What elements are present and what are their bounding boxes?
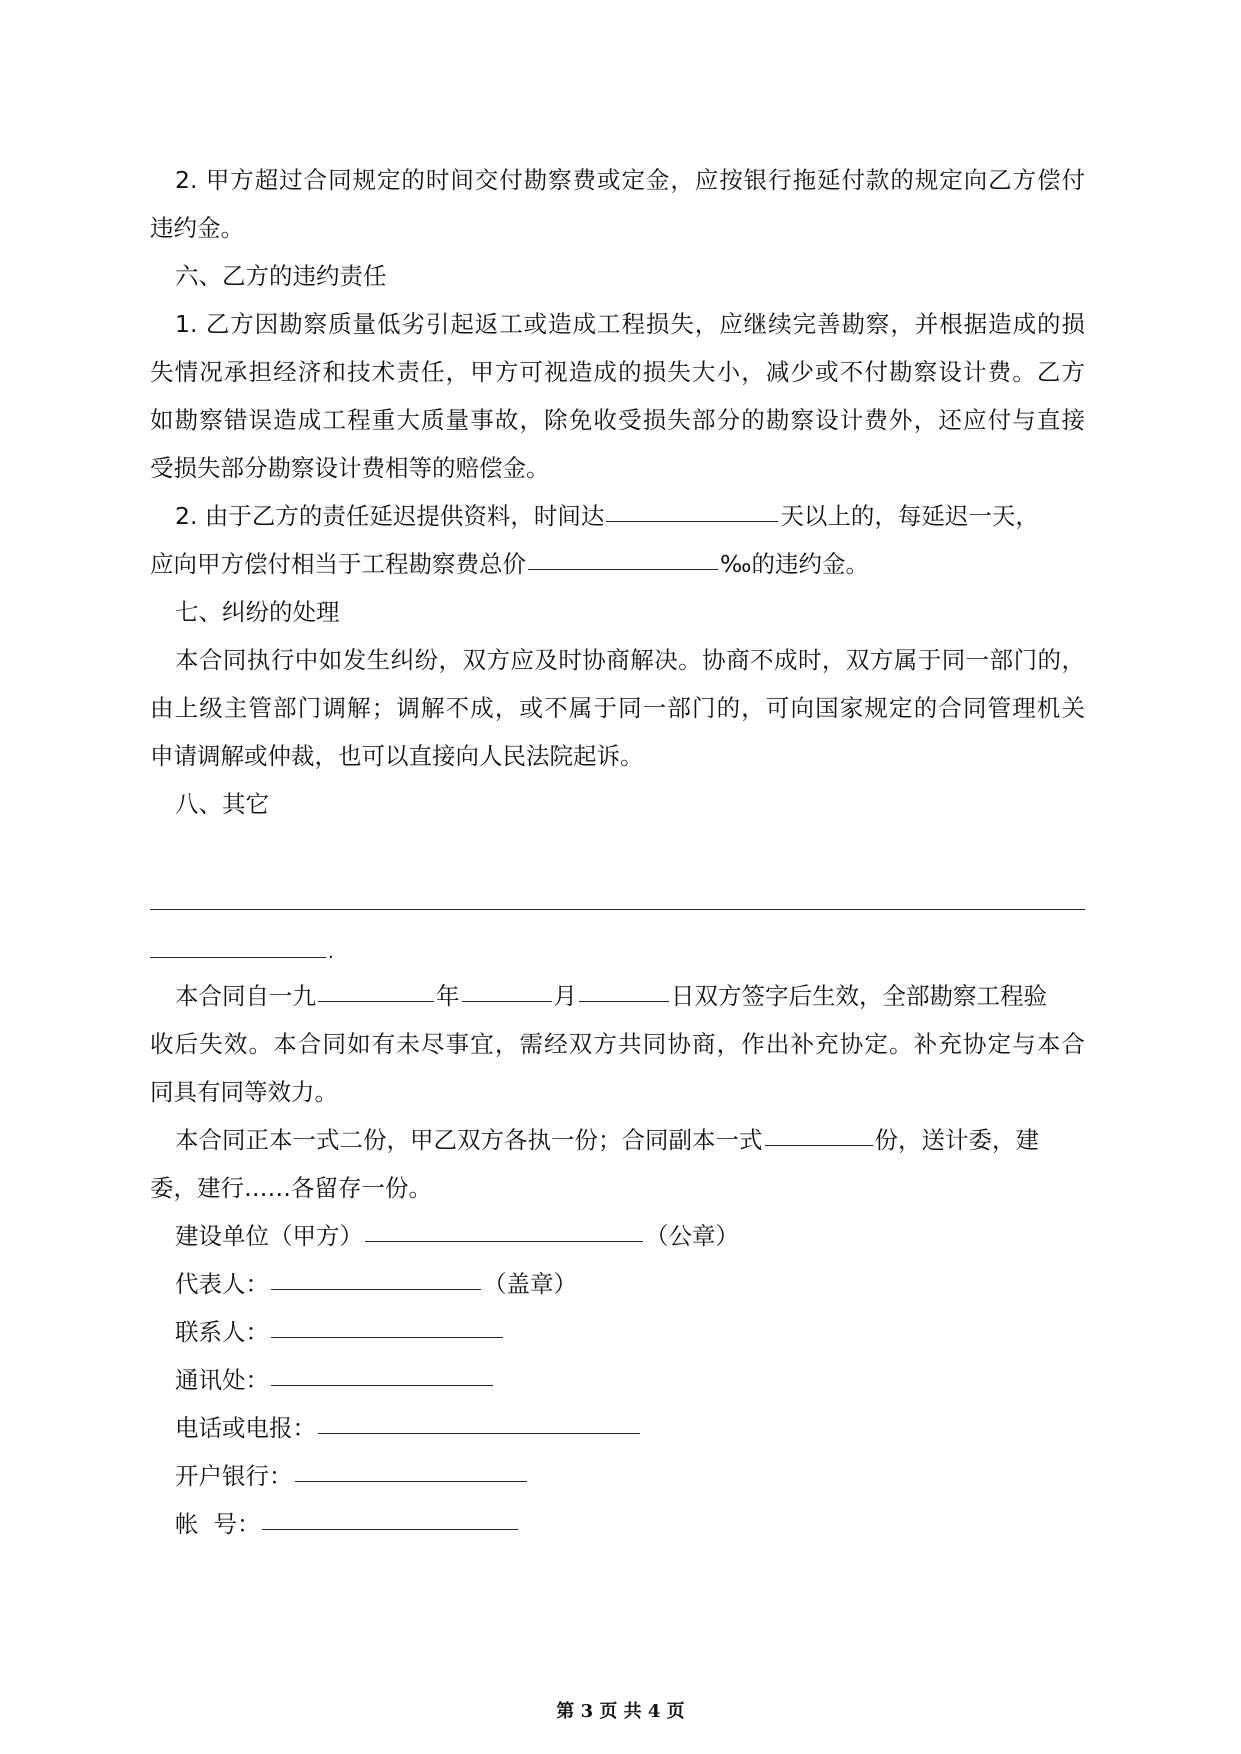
paragraph-line-effective <box>150 972 1085 1020</box>
effective-text-a: 本合同自一九 <box>175 982 316 1010</box>
field-construction-unit <box>150 1212 1085 1260</box>
spacer <box>150 828 1085 876</box>
paragraph-line: 收后失效。本合同如有未尽事宜，需经双方共同协商，作出补充协定。补充协定与本合 <box>150 1030 1085 1058</box>
paragraph-line: 同具有同等效力。 <box>150 1078 338 1106</box>
account-blank[interactable] <box>262 1498 518 1530</box>
paragraph-line: 1. 乙方因勘察质量低劣引起返工或造成工程损失，应继续完善勘察，并根据造成的损 <box>175 310 1085 338</box>
field-address <box>150 1356 1085 1404</box>
construction-unit-blank[interactable] <box>365 1210 643 1242</box>
copies-count-blank[interactable] <box>765 1114 873 1146</box>
section-heading-8: 八、其它 <box>175 790 269 818</box>
bank-blank[interactable] <box>295 1450 527 1482</box>
penalty-text-b: ‰的违约金。 <box>720 550 870 578</box>
contract-body <box>150 156 1085 1548</box>
effective-text-d: 日双方签字后生效，全部勘察工程验 <box>671 982 1047 1010</box>
paragraph-line: 如勘察错误造成工程重大质量事故，除免收受损失部分的勘察设计费外，还应付与直接 <box>150 406 1085 434</box>
delay-text-b: 天以上的，每延迟一天， <box>780 502 1039 530</box>
section-heading-6: 六、乙方的违约责任 <box>175 262 387 290</box>
day-blank[interactable] <box>579 970 669 1002</box>
effective-text-month: 月 <box>553 982 577 1010</box>
field-phone <box>150 1404 1085 1452</box>
paragraph-line-penalty <box>150 540 1085 588</box>
field-bank <box>150 1452 1085 1500</box>
field-representative <box>150 1260 1085 1308</box>
construction-unit-label: 建设单位（甲方） <box>175 1222 363 1250</box>
penalty-rate-blank[interactable] <box>528 538 718 570</box>
paragraph-line: 本合同执行中如发生纠纷，双方应及时协商解决。协商不成时，双方属于同一部门的， <box>175 646 1085 674</box>
delay-days-blank[interactable] <box>606 490 778 522</box>
stamp-label: （盖章） <box>483 1270 577 1298</box>
copies-text-b: 份，送计委，建 <box>874 1126 1039 1154</box>
copies-text-a: 本合同正本一式二份，甲乙双方各执一份；合同副本一式 <box>175 1126 763 1154</box>
paragraph-line-copies <box>150 1116 1085 1164</box>
account-label: 帐 号： <box>175 1510 261 1538</box>
bank-label: 开户银行： <box>175 1462 293 1490</box>
contact-label: 联系人： <box>175 1318 269 1346</box>
month-blank[interactable] <box>462 970 552 1002</box>
field-account <box>150 1500 1085 1548</box>
paragraph-line: 由上级主管部门调解；调解不成，或不属于同一部门的，可向国家规定的合同管理机关 <box>150 694 1085 722</box>
paragraph-line: 违约金。 <box>150 214 244 242</box>
rule-end-dot: . <box>328 942 334 963</box>
paragraph-line: 申请调解或仲裁，也可以直接向人民法院起诉。 <box>150 742 644 770</box>
field-contact <box>150 1308 1085 1356</box>
delay-text-a: 2. 由于乙方的责任延迟提供资料，时间达 <box>175 502 605 530</box>
phone-label: 电话或电报： <box>175 1414 316 1442</box>
representative-label: 代表人： <box>175 1270 269 1298</box>
contact-blank[interactable] <box>271 1306 503 1338</box>
paragraph-line: 委，建行……各留存一份。 <box>150 1174 432 1202</box>
penalty-text-a: 应向甲方偿付相当于工程勘察费总价 <box>150 550 526 578</box>
paragraph-line: 2. 甲方超过合同规定的时间交付勘察费或定金，应按银行拖延付款的规定向乙方偿付 <box>175 166 1085 194</box>
page-number: 第 3 页 共 4 页 <box>556 1701 685 1722</box>
paragraph-line: 受损失部分勘察设计费相等的赔偿金。 <box>150 454 550 482</box>
official-seal-label: （公章） <box>645 1222 739 1250</box>
representative-blank[interactable] <box>271 1258 481 1290</box>
address-label: 通讯处： <box>175 1366 269 1394</box>
other-terms-blank-line[interactable] <box>150 876 1085 924</box>
section-heading-7: 七、纠纷的处理 <box>175 598 340 626</box>
phone-blank[interactable] <box>318 1402 640 1434</box>
paragraph-line-delay <box>150 492 1085 540</box>
effective-text-year: 年 <box>436 982 460 1010</box>
address-blank[interactable] <box>271 1354 493 1386</box>
other-terms-blank-line-end[interactable] <box>150 924 1085 972</box>
year-blank[interactable] <box>318 970 434 1002</box>
paragraph-line: 失情况承担经济和技术责任，甲方可视造成的损失大小，减少或不付勘察设计费。乙方 <box>150 358 1085 386</box>
